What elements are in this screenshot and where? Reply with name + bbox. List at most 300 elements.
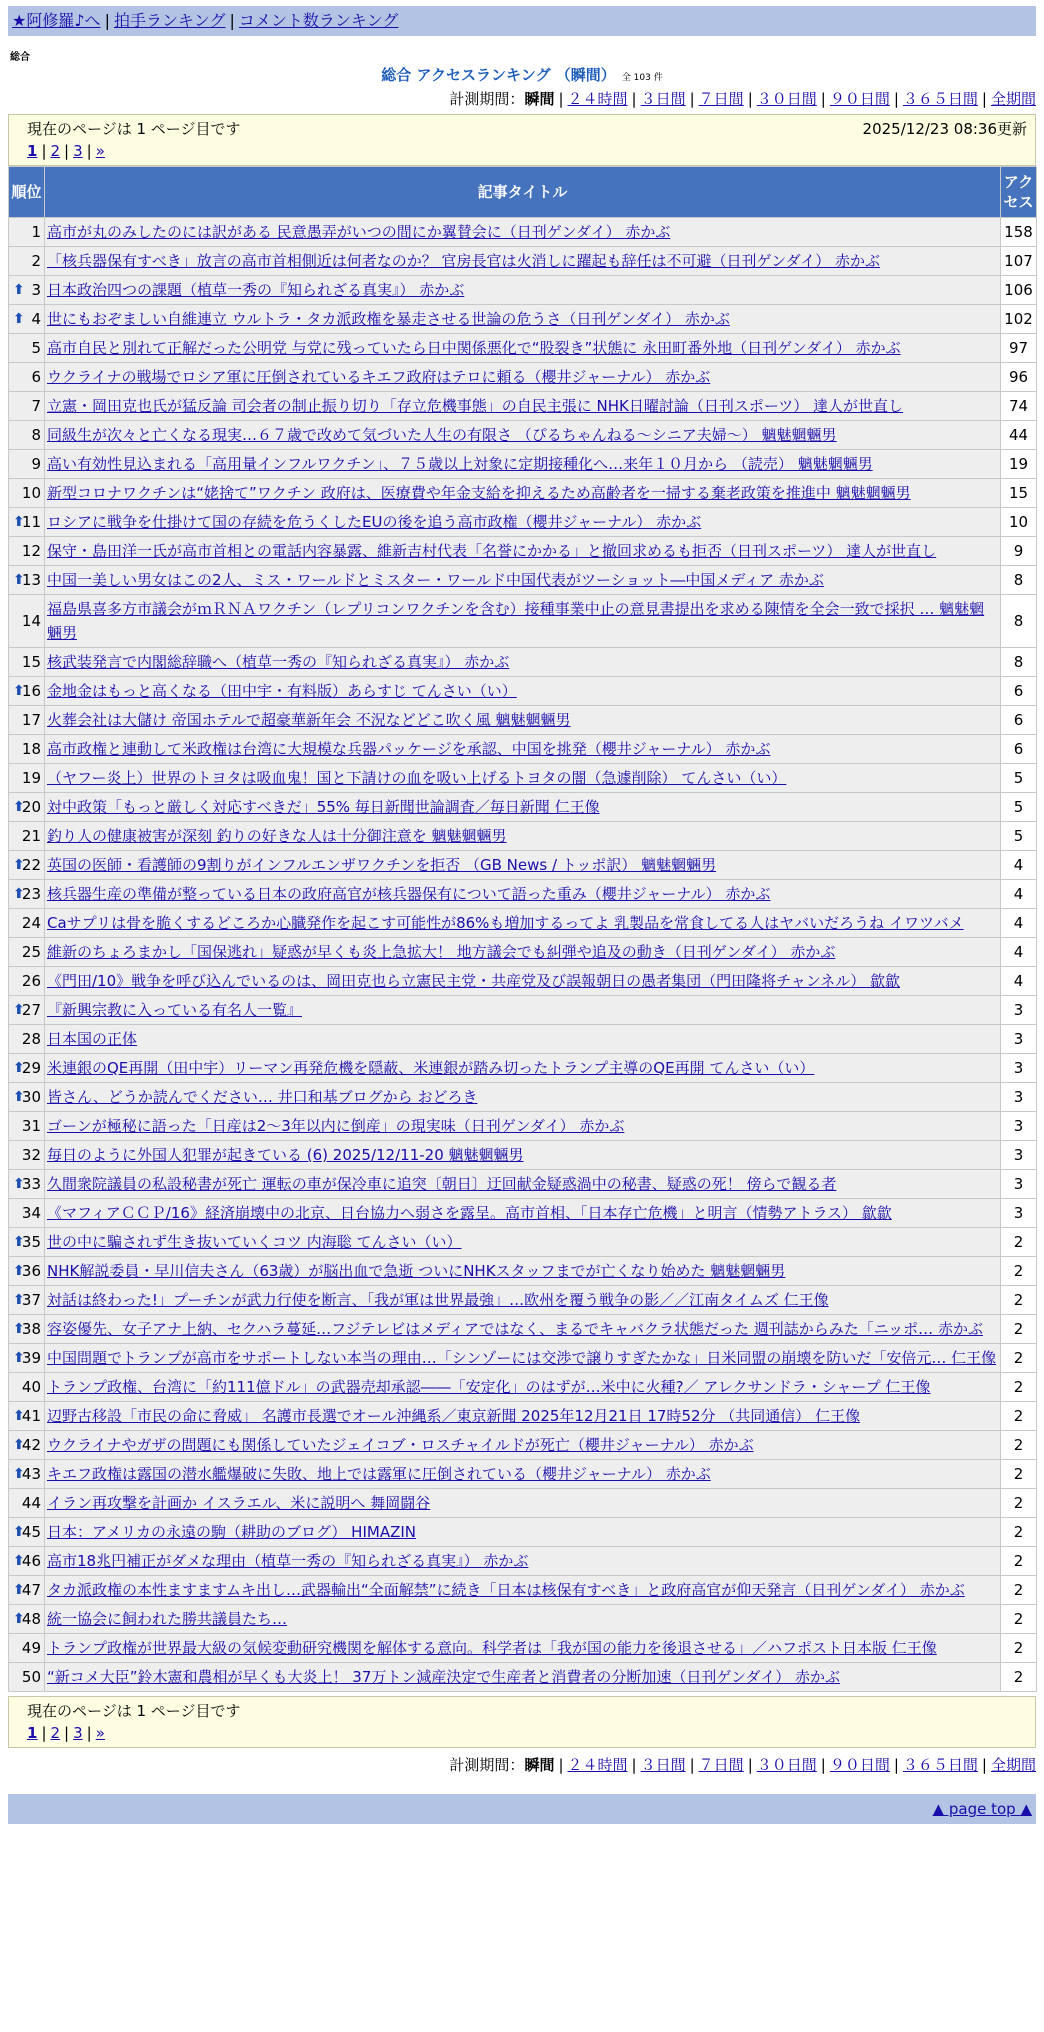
article-link[interactable]: 英国の医師・看護師の9割りがインフルエンザワクチンを拒否 （GB News / トッポ訳） 魑魅魍魎男: [47, 856, 717, 874]
rank-cell: [9, 1663, 45, 1692]
article-link[interactable]: 高市自民と別れて正解だった公明党 与党に残っていたら日中関係悪化で“股裂き”状態に 永田町番外地（日刊ゲンダイ） 赤かぶ: [47, 339, 901, 357]
rank-number: 20: [21, 798, 41, 816]
pager-link-2[interactable]: 2: [50, 142, 61, 160]
rank-number: 13: [21, 571, 41, 589]
rank-cell: [9, 566, 45, 595]
pager: [27, 1722, 1027, 1744]
access-count: 3: [1001, 1170, 1037, 1199]
page-title: 総合 アクセスランキング （瞬間）: [381, 66, 616, 84]
article-link[interactable]: Caサプリは骨を脆くするどころか心臓発作を起こす可能性が86%も増加するってよ 乳製品を常食してる人はヤバいだろうね イワツバメ: [47, 914, 964, 932]
page-status: 現在のページは 1 ページ目です: [27, 120, 241, 138]
article-link[interactable]: 世の中に騙されず生き抜いていくコツ 内海聡 てんさい（い）: [47, 1233, 462, 1251]
period-link-1[interactable]: ３日間: [640, 1756, 686, 1774]
up-arrow-icon: ⬆: [13, 1263, 25, 1279]
access-count: 2: [1001, 1547, 1037, 1576]
rank-cell: [9, 1141, 45, 1170]
rank-number: 48: [21, 1610, 41, 1628]
article-link[interactable]: トランプ政権が世界最大級の気候変動研究機関を解体する意向。科学者は「我が国の能力を後退させる」／ハフポスト日本版 仁王像: [47, 1639, 937, 1657]
title-cell: [45, 334, 1001, 363]
rank-cell: [9, 595, 45, 648]
rank-number: 49: [21, 1639, 41, 1657]
title-cell: [45, 880, 1001, 909]
rank-cell: [9, 218, 45, 247]
period-separator: |: [981, 1756, 987, 1774]
period-separator: |: [893, 1756, 899, 1774]
period-link-4[interactable]: ９０日間: [829, 90, 890, 108]
article-link[interactable]: ウクライナやガザの問題にも関係していたジェイコブ・ロスチャイルドが死亡（櫻井ジャーナル） 赤かぶ: [47, 1436, 754, 1454]
header-access: アクセス: [1001, 167, 1037, 218]
rank-cell: [9, 1228, 45, 1257]
title-cell: [45, 1199, 1001, 1228]
table-row: [9, 909, 1037, 938]
pager-link-3[interactable]: 3: [73, 1724, 83, 1742]
rank-cell: [9, 1634, 45, 1663]
rank-number: 29: [21, 1059, 41, 1077]
rank-number: 1: [31, 223, 41, 241]
rank-cell: [9, 537, 45, 566]
access-count: 2: [1001, 1518, 1037, 1547]
access-count: 2: [1001, 1489, 1037, 1518]
rank-cell: [9, 880, 45, 909]
access-count: 2: [1001, 1286, 1037, 1315]
rank-number: 25: [21, 943, 41, 961]
access-count: 107: [1001, 247, 1037, 276]
nav-separator: |: [229, 11, 235, 30]
pager-link-3[interactable]: 3: [73, 142, 83, 160]
rank-cell: [9, 305, 45, 334]
table-row: [9, 1431, 1037, 1460]
title-cell: [45, 305, 1001, 334]
pager-separator: |: [86, 142, 92, 160]
table-row: [9, 1373, 1037, 1402]
article-link[interactable]: 《マフィアＣＣＰ/16》経済崩壊中の北京、日台協力へ弱さを露呈。高市首相、「日本存亡危機」と明言（情勢アトラス） 歙歙: [47, 1204, 892, 1222]
article-link[interactable]: タカ派政権の本性ますますムキ出し…武器輸出“全面解禁”に続き「日本は核保有すべき」と政府高官が仰天発言（日刊ゲンダイ） 赤かぶ: [47, 1581, 965, 1599]
header-rank: 順位: [9, 167, 45, 218]
period-separator: |: [689, 1756, 695, 1774]
table-row: [9, 1605, 1037, 1634]
article-link[interactable]: 保守・島田洋一氏が高市首相との電話内容暴露、維新吉村代表「名誉にかかる」と撤回求めるも拒否（日刊スポーツ） 達人が世直し: [47, 542, 937, 560]
table-row: [9, 450, 1037, 479]
up-arrow-icon: ⬆: [13, 1408, 25, 1424]
rank-cell: [9, 938, 45, 967]
article-link[interactable]: 「核兵器保有すべき」放言の高市首相側近は何者なのか？ 官房長官は火消しに躍起も辞任は不可避（日刊ゲンダイ） 赤かぶ: [47, 252, 881, 270]
article-link[interactable]: 統一協会に飼われた勝共議員たち…: [47, 1610, 288, 1628]
article-link[interactable]: ロシアに戦争を仕掛けて国の存続を危うくしたEUの後を追う高市政権（櫻井ジャーナル） 赤かぶ: [47, 513, 702, 531]
title-cell: [45, 247, 1001, 276]
access-count: 4: [1001, 938, 1037, 967]
rank-cell: [9, 1460, 45, 1489]
title-cell: [45, 421, 1001, 450]
rank-number: 2: [31, 252, 41, 270]
title-cell: [45, 508, 1001, 537]
title-cell: [45, 793, 1001, 822]
period-link-0[interactable]: ２４時間: [567, 90, 628, 108]
up-arrow-icon: ⬆: [13, 683, 25, 699]
article-link[interactable]: 高市18兆円補正がダメな理由（植草一秀の『知られざる真実』） 赤かぶ: [47, 1552, 529, 1570]
up-arrow-icon: ⬆: [13, 572, 25, 588]
access-count: 9: [1001, 537, 1037, 566]
title-cell: [45, 938, 1001, 967]
article-link[interactable]: 容姿優先、女子アナ上納、セクハラ蔓延…フジテレビはメディアではなく、まるでキャバクラ状態だった 週刊誌からみた「ニッポ… 赤かぶ: [47, 1320, 983, 1338]
table-row: [9, 218, 1037, 247]
rank-number: 35: [21, 1233, 41, 1251]
pager-link-»[interactable]: »: [95, 1724, 105, 1742]
period-link-2[interactable]: ７日間: [698, 90, 744, 108]
rank-cell: [9, 247, 45, 276]
period-link-6[interactable]: 全期間: [990, 90, 1036, 108]
access-count: 3: [1001, 1083, 1037, 1112]
title-cell: [45, 1025, 1001, 1054]
table-row: [9, 1170, 1037, 1199]
up-arrow-icon: ⬆: [13, 857, 25, 873]
article-link[interactable]: 日本政治四つの課題（植草一秀の『知られざる真実』） 赤かぶ: [47, 281, 465, 299]
period-separator: |: [558, 1756, 564, 1774]
article-link[interactable]: 新型コロナワクチンは“姥捨て”ワクチン 政府は、医療費や年金支給を抑えるため高齢者を一掃する棄老政策を推進中 魑魅魍魎男: [47, 484, 911, 502]
access-count: 2: [1001, 1576, 1037, 1605]
table-row: [9, 1634, 1037, 1663]
table-row: [9, 392, 1037, 421]
rank-cell: [9, 1402, 45, 1431]
article-link[interactable]: 中国問題でトランプが高市をサポートしない本当の理由…「シンゾーには交渉で譲りすぎたかな」日米同盟の崩壊を防いだ「安倍元… 仁王像: [47, 1349, 997, 1367]
rank-number: 36: [21, 1262, 41, 1280]
rank-cell: [9, 363, 45, 392]
title-cell: [45, 1373, 1001, 1402]
up-arrow-icon: ⬆: [13, 1611, 25, 1627]
pager-link-»[interactable]: »: [95, 142, 105, 160]
nav-link-asyura[interactable]: ★阿修羅♪へ: [12, 11, 101, 30]
pager-separator: |: [64, 1724, 70, 1742]
up-arrow-icon: ⬆: [13, 1292, 25, 1308]
article-link[interactable]: NHK解説委員・早川信夫さん（63歳）が脳出血で急逝 ついにNHKスタッフまでが亡くなり始めた 魑魅魍魎男: [47, 1262, 786, 1280]
title-cell: [45, 479, 1001, 508]
title-cell: [45, 1315, 1001, 1344]
article-link[interactable]: 金地金はもっと高くなる（田中宇・有料版）あらすじ てんさい（い）: [47, 682, 517, 700]
period-link-2[interactable]: ７日間: [698, 1756, 744, 1774]
access-count: 106: [1001, 276, 1037, 305]
rank-number: 14: [21, 612, 41, 630]
table-row: [9, 764, 1037, 793]
rank-number: 12: [21, 542, 41, 560]
access-count: 2: [1001, 1605, 1037, 1634]
rank-cell: [9, 793, 45, 822]
access-count: 2: [1001, 1315, 1037, 1344]
table-row: [9, 247, 1037, 276]
period-current: 瞬間: [524, 90, 555, 108]
access-count: 3: [1001, 1054, 1037, 1083]
title-cell: [45, 276, 1001, 305]
table-row: [9, 1199, 1037, 1228]
access-count: 4: [1001, 880, 1037, 909]
rank-number: 33: [21, 1175, 41, 1193]
article-link[interactable]: トランプ政権、台湾に「約111億ドル」の武器売却承認――「安定化」のはずが…米中に火種?／ アレクサンドラ・シャープ 仁王像: [47, 1378, 931, 1396]
table-row: [9, 996, 1037, 1025]
period-link-3[interactable]: ３０日間: [756, 90, 817, 108]
rank-number: 27: [21, 1001, 41, 1019]
table-row: [9, 537, 1037, 566]
access-count: 4: [1001, 851, 1037, 880]
up-arrow-icon: ⬆: [13, 282, 25, 298]
up-arrow-icon: ⬆: [13, 1089, 25, 1105]
up-arrow-icon: ⬆: [13, 1524, 25, 1540]
title-cell: [45, 1489, 1001, 1518]
period-current: 瞬間: [524, 1756, 555, 1774]
article-link[interactable]: 日本：アメリカの永遠の駒（耕助のブログ） HIMAZIN: [47, 1523, 416, 1541]
period-link-4[interactable]: ９０日間: [829, 1756, 890, 1774]
article-link[interactable]: 福島県喜多方市議会がｍＲＮＡワクチン（レプリコンワクチンを含む）接種事業中止の意見書提出を求める陳情を全会一致で採択 … 魑魅魍魎男: [47, 600, 985, 642]
title-cell: [45, 735, 1001, 764]
pager-link-1[interactable]: 1: [27, 142, 38, 160]
rank-number: 47: [21, 1581, 41, 1599]
rank-number: 6: [31, 368, 41, 386]
access-count: 6: [1001, 706, 1037, 735]
rank-cell: [9, 967, 45, 996]
article-link[interactable]: 対中政策「もっと厳しく対応すべきだ」55% 毎日新聞世論調査／毎日新聞 仁王像: [47, 798, 600, 816]
title-cell: [45, 967, 1001, 996]
access-count: 5: [1001, 822, 1037, 851]
access-count: 15: [1001, 479, 1037, 508]
period-link-3[interactable]: ３０日間: [756, 1756, 817, 1774]
title-cell: [45, 1663, 1001, 1692]
article-link[interactable]: 維新のちょろまかし「国保逃れ」疑惑が早くも炎上急拡大！ 地方議会でも糾弾や追及の動き（日刊ゲンダイ） 赤かぶ: [47, 943, 836, 961]
title-cell: [45, 764, 1001, 793]
rank-number: 39: [21, 1349, 41, 1367]
rank-cell: [9, 1112, 45, 1141]
rank-cell: [9, 851, 45, 880]
up-arrow-icon: ⬆: [13, 1002, 25, 1018]
article-link[interactable]: 毎日のように外国人犯罪が起きている (6) 2025/12/11-20 魑魅魍魎男: [47, 1146, 524, 1164]
article-link[interactable]: 立憲・岡田克也氏が猛反論 司会者の制止振り切り「存立危機事態」の自民主張に NHK日曜討論（日刊スポーツ） 達人が世直し: [47, 397, 904, 415]
rank-number: 4: [31, 310, 41, 328]
rank-number: 28: [21, 1030, 41, 1048]
title-cell: [45, 1228, 1001, 1257]
table-row: [9, 677, 1037, 706]
title-cell: [45, 1402, 1001, 1431]
nav-link-applause-ranking[interactable]: 拍手ランキング: [113, 11, 226, 30]
rank-number: 17: [21, 711, 41, 729]
title-cell: [45, 595, 1001, 648]
title-cell: [45, 677, 1001, 706]
title-cell: [45, 1605, 1001, 1634]
period-link-1[interactable]: ３日間: [640, 90, 686, 108]
article-link[interactable]: 高市政権と連動して米政権は台湾に大規模な兵器パッケージを承認、中国を挑発（櫻井ジャーナル） 赤かぶ: [47, 740, 771, 758]
title-cell: [45, 1460, 1001, 1489]
top-nav-bar: [8, 6, 1036, 36]
period-separator: |: [981, 90, 987, 108]
pager-separator: |: [41, 142, 47, 160]
rank-number: 41: [21, 1407, 41, 1425]
pager-separator: |: [41, 1724, 47, 1742]
access-count: 2: [1001, 1460, 1037, 1489]
rank-cell: [9, 392, 45, 421]
article-link[interactable]: 日本国の正体: [47, 1030, 138, 1048]
article-link[interactable]: “新コメ大臣”鈴木憲和農相が早くも大炎上！ 37万トン減産決定で生産者と消費者の分断加速（日刊ゲンダイ） 赤かぶ: [47, 1668, 840, 1686]
article-link[interactable]: 《門田/10》戦争を呼び込んでいるのは、岡田克也ら立憲民主党・共産党及び誤報朝日の愚者集団（門田隆将チャンネル） 歙歙: [47, 972, 901, 990]
rank-number: 32: [21, 1146, 41, 1164]
access-count: 3: [1001, 1112, 1037, 1141]
rank-cell: [9, 1576, 45, 1605]
period-separator: |: [631, 90, 637, 108]
rank-cell: [9, 334, 45, 363]
title-cell: [45, 537, 1001, 566]
table-row: [9, 1286, 1037, 1315]
title-cell: [45, 218, 1001, 247]
pager-separator: |: [64, 142, 70, 160]
period-link-0[interactable]: ２４時間: [567, 1756, 628, 1774]
title-cell: [45, 1112, 1001, 1141]
article-link[interactable]: 高市が丸のみしたのには訳がある 民意愚弄がいつの間にか翼賛会に（日刊ゲンダイ） 赤かぶ: [47, 223, 671, 241]
period-selector-bottom: [8, 1754, 1036, 1776]
article-link[interactable]: イラン再攻撃を計画か イスラエル、米に説明へ 舞岡闘谷: [47, 1494, 431, 1512]
title-cell: [45, 450, 1001, 479]
rank-number: 9: [31, 455, 41, 473]
page-status: 現在のページは 1 ページ目です: [27, 1702, 241, 1720]
pagination-box-bottom: [8, 1696, 1036, 1748]
article-link[interactable]: 米連銀のQE再開（田中宇）リーマン再発危機を隠蔽、米連銀が踏み切ったトランプ主導のQE再開 てんさい（い）: [47, 1059, 815, 1077]
table-row: [9, 1083, 1037, 1112]
article-link[interactable]: 核武装発言で内閣総辞職へ（植草一秀の『知られざる真実』） 赤かぶ: [47, 653, 510, 671]
rank-cell: [9, 1257, 45, 1286]
access-count: 2: [1001, 1431, 1037, 1460]
title-cell: [45, 1286, 1001, 1315]
article-link[interactable]: ゴーンが極秘に語った「日産は2～3年以内に倒産」の現実味（日刊ゲンダイ） 赤かぶ: [47, 1117, 625, 1135]
table-row: [9, 276, 1037, 305]
access-count: 3: [1001, 1141, 1037, 1170]
rank-cell: [9, 1315, 45, 1344]
rank-cell: [9, 1286, 45, 1315]
access-count: 8: [1001, 595, 1037, 648]
period-separator: |: [820, 1756, 826, 1774]
pager-link-2[interactable]: 2: [50, 1724, 61, 1742]
rank-number: 40: [21, 1378, 41, 1396]
period-link-5[interactable]: ３６５日間: [902, 90, 978, 108]
rank-number: 11: [21, 513, 41, 531]
rank-number: 38: [21, 1320, 41, 1338]
table-row: [9, 967, 1037, 996]
rank-number: 37: [21, 1291, 41, 1309]
access-count: 19: [1001, 450, 1037, 479]
title-cell: [45, 1054, 1001, 1083]
title-cell: [45, 566, 1001, 595]
rank-cell: [9, 1083, 45, 1112]
article-link[interactable]: キエフ政権は露国の潜水艦爆破に失敗、地上では露軍に圧倒されている（櫻井ジャーナル） 赤かぶ: [47, 1465, 711, 1483]
rank-cell: [9, 421, 45, 450]
category-label: 総合: [10, 52, 30, 63]
title-cell: [45, 996, 1001, 1025]
article-link[interactable]: 核兵器生産の準備が整っている日本の政府高官が核兵器保有について語った重み（櫻井ジャーナル） 赤かぶ: [47, 885, 771, 903]
access-count: 2: [1001, 1344, 1037, 1373]
rank-number: 30: [21, 1088, 41, 1106]
up-arrow-icon: ⬆: [13, 1582, 25, 1598]
rank-cell: [9, 706, 45, 735]
article-link[interactable]: 同級生が次々と亡くなる現実…６７歳で改めて気づいた人生の有限さ （ぴるちゃんねる～シニア夫婦～） 魑魅魍魎男: [47, 426, 837, 444]
access-count: 96: [1001, 363, 1037, 392]
period-link-6[interactable]: 全期間: [990, 1756, 1036, 1774]
page-top-link[interactable]: ▲ page top ▲: [932, 1800, 1032, 1818]
title-cell: [45, 1170, 1001, 1199]
article-link[interactable]: （ヤフー炎上）世界のトヨタは吸血鬼！国と下請けの血を吸い上げるトヨタの闇（急遽削除） てんさい（い）: [47, 769, 787, 787]
article-link[interactable]: 世にもおぞましい自維連立 ウルトラ・タカ派政権を暴走させる世論の危うさ（日刊ゲンダイ） 赤かぶ: [47, 310, 730, 328]
table-row: [9, 334, 1037, 363]
title-cell: [45, 392, 1001, 421]
rank-cell: [9, 1431, 45, 1460]
title-cell: [45, 1431, 1001, 1460]
rank-number: 7: [31, 397, 41, 415]
table-row: [9, 938, 1037, 967]
access-count: 2: [1001, 1402, 1037, 1431]
title-cell: [45, 1576, 1001, 1605]
access-count: 4: [1001, 909, 1037, 938]
footer-bar: [8, 1794, 1036, 1824]
nav-link-comment-ranking[interactable]: コメント数ランキング: [238, 11, 399, 30]
rank-number: 23: [21, 885, 41, 903]
table-row: [9, 822, 1037, 851]
rank-cell: [9, 1199, 45, 1228]
pagination-box-top: [8, 114, 1036, 166]
rank-number: 31: [21, 1117, 41, 1135]
table-row: [9, 1025, 1037, 1054]
up-arrow-icon: ⬆: [13, 1350, 25, 1366]
article-link[interactable]: 対話は終わった!」プーチンが武力行使を断言、「我が軍は世界最強」…欧州を覆う戦争の影／／江南タイムズ 仁王像: [47, 1291, 829, 1309]
access-count: 5: [1001, 793, 1037, 822]
up-arrow-icon: ⬆: [13, 799, 25, 815]
table-row: [9, 1663, 1037, 1692]
access-count: 8: [1001, 648, 1037, 677]
rank-cell: [9, 1547, 45, 1576]
article-link[interactable]: 高い有効性見込まれる「高用量インフルワクチン」、７５歳以上対象に定期接種化へ…来年１０月から （読売） 魑魅魍魎男: [47, 455, 873, 473]
rank-number: 21: [21, 827, 41, 845]
rank-cell: [9, 1518, 45, 1547]
up-arrow-icon: ⬆: [13, 1176, 25, 1192]
rank-cell: [9, 677, 45, 706]
table-row: [9, 1460, 1037, 1489]
period-separator: |: [747, 90, 753, 108]
table-row: [9, 363, 1037, 392]
article-link[interactable]: ウクライナの戦場でロシア軍に圧倒されているキエフ政府はテロに頼る（櫻井ジャーナル） 赤かぶ: [47, 368, 711, 386]
rank-number: 18: [21, 740, 41, 758]
access-count: 44: [1001, 421, 1037, 450]
title-cell: [45, 1518, 1001, 1547]
rank-cell: [9, 1344, 45, 1373]
title-cell: [45, 822, 1001, 851]
article-link[interactable]: 『新興宗教に入っている有名人一覧』: [47, 1001, 303, 1019]
period-label: 計測期間：: [449, 90, 525, 108]
article-link[interactable]: 皆さん、どうか読んでください… 井口和基ブログから おどろき: [47, 1088, 478, 1106]
table-row: [9, 1141, 1037, 1170]
article-link[interactable]: 辺野古移設「市民の命に脅威」 名護市長選でオール沖縄系／東京新聞 2025年12月21日 17時52分 （共同通信） 仁王像: [47, 1407, 861, 1425]
rank-cell: [9, 648, 45, 677]
access-count: 97: [1001, 334, 1037, 363]
pager-link-1[interactable]: 1: [27, 1724, 38, 1742]
article-link[interactable]: 中国一美しい男女はこの2人、ミス・ワールドとミスター・ワールド中国代表がツーショット―中国メディア 赤かぶ: [47, 571, 824, 589]
article-link[interactable]: 久間衆院議員の私設秘書が死亡 運転の車が保冷車に追突〔朝日〕迂回献金疑惑渦中の秘書、疑惑の死！ 傍らで観る者: [47, 1175, 837, 1193]
table-row: [9, 305, 1037, 334]
article-link[interactable]: 火葬会社は大儲け 帝国ホテルで超豪華新年会 不況などどこ吹く風 魑魅魍魎男: [47, 711, 571, 729]
access-count: 3: [1001, 1199, 1037, 1228]
rank-number: 50: [21, 1668, 41, 1686]
access-count: 2: [1001, 1257, 1037, 1286]
nav-separator: |: [104, 11, 110, 30]
total-count: 全 103 件: [621, 73, 663, 83]
rank-number: 45: [21, 1523, 41, 1541]
period-selector-top: [8, 88, 1036, 110]
article-link[interactable]: 釣り人の健康被害が深刻 釣りの好きな人は十分御注意を 魑魅魍魎男: [47, 827, 507, 845]
rank-cell: [9, 909, 45, 938]
table-row: [9, 1315, 1037, 1344]
rank-cell: [9, 764, 45, 793]
period-link-5[interactable]: ３６５日間: [902, 1756, 978, 1774]
table-row: [9, 421, 1037, 450]
header-title: 記事タイトル: [45, 167, 1001, 218]
